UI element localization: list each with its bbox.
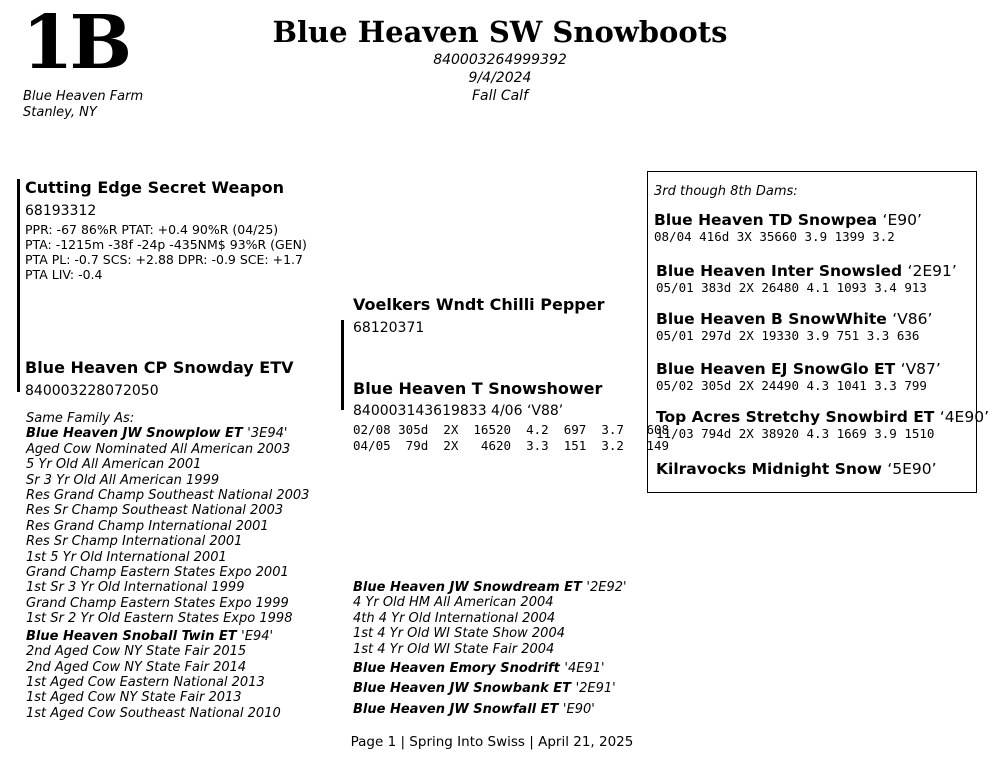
award-line: Grand Champ Eastern States Expo 1999 bbox=[26, 595, 289, 611]
award-line: Res Grand Champ International 2001 bbox=[26, 518, 269, 534]
award-line: 4 Yr Old HM All American 2004 bbox=[353, 595, 554, 611]
family-member-name: Blue Heaven JW Snowplow ET '3E94' bbox=[26, 426, 288, 442]
family-member-score: '2E92' bbox=[586, 580, 627, 595]
ancestral-dam bbox=[656, 460, 937, 478]
award-line: 1st Aged Cow Eastern National 2013 bbox=[26, 674, 265, 690]
ancestral-dam-score: ‘V86’ bbox=[892, 310, 933, 328]
award-line: 1st 4 Yr Old WI State Show 2004 bbox=[353, 626, 565, 642]
ancestral-dam-score: ‘4E90’ bbox=[939, 408, 989, 426]
family-member-score: '2E91' bbox=[575, 681, 616, 697]
award-line: Res Grand Champ Southeast National 2003 bbox=[26, 488, 310, 504]
family-member-score: '3E94' bbox=[247, 426, 288, 442]
ancestral-dam-score: ‘2E91’ bbox=[907, 262, 957, 280]
sire-reg: 68193312 bbox=[25, 203, 97, 219]
maternal-grandsire-name: Voelkers Wndt Chilli Pepper bbox=[353, 295, 605, 314]
family-member-score: '4E91' bbox=[564, 661, 605, 677]
maternal-grandsire-reg: 68120371 bbox=[353, 320, 425, 336]
animal-birth-date: 9/4/2024 bbox=[468, 70, 532, 86]
ancestral-dam-score: ‘E90’ bbox=[882, 211, 922, 229]
award-line: Grand Champ Eastern States Expo 2001 bbox=[26, 565, 289, 581]
animal-class: Fall Calf bbox=[471, 88, 529, 104]
family-member-name: Blue Heaven JW Snowdream ET '2E92' bbox=[353, 580, 627, 595]
ancestral-dam bbox=[654, 211, 922, 244]
family-member-score: 'E94' bbox=[241, 628, 274, 644]
dam-reg: 840003228072050 bbox=[25, 383, 159, 399]
farm-name: Blue Heaven Farm bbox=[23, 89, 144, 104]
lactation-record: 05/01 297d 2X 19330 3.9 751 3.3 636 bbox=[656, 328, 920, 343]
ancestral-dam-score: ‘V87’ bbox=[900, 360, 941, 378]
lactation-record: 05/02 305d 2X 24490 4.3 1041 3.3 799 bbox=[656, 378, 927, 393]
ancestral-dam-name: Kilravocks Midnight Snow ‘5E90’ bbox=[656, 460, 937, 478]
sire-stat-line: PTA PL: -0.7 SCS: +2.88 DPR: -0.9 SCE: +1.7 bbox=[25, 252, 303, 267]
dam-block bbox=[25, 358, 293, 402]
award-line: 1st 4 Yr Old WI State Fair 2004 bbox=[353, 641, 555, 657]
ancestral-dam-name: Blue Heaven B SnowWhite ‘V86’ bbox=[656, 310, 933, 328]
family-member-name: Blue Heaven JW Snowfall ET 'E90' bbox=[353, 701, 595, 717]
award-line: 2nd Aged Cow NY State Fair 2014 bbox=[26, 659, 247, 675]
ancestral-dam-score: ‘5E90’ bbox=[887, 460, 937, 478]
maternal-granddam-name: Blue Heaven T Snowshower bbox=[353, 379, 603, 398]
page-footer: Page 1 | Spring Into Swiss | April 21, 2025 bbox=[350, 734, 634, 750]
breeder-info bbox=[23, 89, 143, 121]
sire-name: Cutting Edge Secret Weapon bbox=[25, 178, 284, 197]
lactation-record: 08/04 416d 3X 35660 3.9 1399 3.2 bbox=[654, 229, 895, 244]
animal-details bbox=[300, 51, 700, 105]
award-line: 1st 5 Yr Old International 2001 bbox=[26, 549, 227, 565]
award-line: 2nd Aged Cow NY State Fair 2015 bbox=[26, 644, 247, 660]
family-member-score: 'E90' bbox=[562, 701, 595, 717]
award-line: 4th 4 Yr Old International 2004 bbox=[353, 610, 556, 626]
maternal-granddam-reg: 840003143619833 4/06 ‘V88’ bbox=[353, 403, 564, 419]
maternal-grandsire-block bbox=[353, 295, 604, 339]
award-line: 1st Sr 2 Yr Old Eastern States Expo 1998 bbox=[26, 611, 293, 627]
ancestral-dam-name: Blue Heaven Inter Snowsled ‘2E91’ bbox=[656, 262, 957, 280]
award-line: Res Sr Champ Southeast National 2003 bbox=[26, 503, 284, 519]
ancestral-dam-name: Blue Heaven EJ SnowGlo ET ‘V87’ bbox=[656, 360, 941, 378]
award-line: 1st Aged Cow NY State Fair 2013 bbox=[26, 690, 242, 706]
sire-stat-line: PPR: -67 86%R PTAT: +0.4 90%R (04/25) bbox=[25, 222, 279, 237]
family-member-name: Blue Heaven Snoball Twin ET 'E94' bbox=[26, 628, 274, 644]
award-line: 5 Yr Old All American 2001 bbox=[26, 457, 202, 473]
family-heading: Same Family As: bbox=[26, 411, 135, 426]
award-line: Sr 3 Yr Old All American 1999 bbox=[26, 472, 220, 488]
sire-stat-line: PTA: -1215m -38f -24p -435NM$ 93%R (GEN) bbox=[25, 237, 307, 252]
sire-stats bbox=[25, 222, 307, 282]
ancestral-dam bbox=[656, 360, 941, 393]
family-member-name: Blue Heaven Emory Snodrift '4E91' bbox=[353, 661, 605, 677]
ancestral-dam-name: Top Acres Stretchy Snowbird ET ‘4E90’ bbox=[656, 408, 989, 426]
animal-name: Blue Heaven SW Snowboots bbox=[272, 15, 728, 49]
ancestral-dam bbox=[656, 408, 989, 441]
lactation-record: 05/01 383d 2X 26480 4.1 1093 3.4 913 bbox=[656, 280, 927, 295]
animal-reg-number: 840003264999392 bbox=[433, 52, 567, 68]
award-line: Res Sr Champ International 2001 bbox=[26, 534, 243, 550]
ancestral-dams-heading: 3rd though 8th Dams: bbox=[654, 184, 798, 199]
farm-location: Stanley, NY bbox=[23, 105, 97, 120]
pedigree-line-left bbox=[17, 179, 20, 392]
maternal-granddam-block bbox=[353, 379, 669, 454]
ancestral-dams-box bbox=[647, 171, 989, 493]
sire-block bbox=[25, 178, 307, 282]
dam-name: Blue Heaven CP Snowday ETV bbox=[25, 358, 294, 377]
lactation-record: 04/05 79d 2X 4620 3.3 151 3.2 149 bbox=[353, 438, 670, 453]
lot-number: 1B bbox=[22, 0, 129, 86]
award-line: 1st Sr 3 Yr Old International 1999 bbox=[26, 580, 245, 596]
award-line: Aged Cow Nominated All American 2003 bbox=[26, 441, 291, 457]
ancestral-dam-name: Blue Heaven TD Snowpea ‘E90’ bbox=[654, 211, 922, 229]
ancestral-dam bbox=[656, 262, 957, 295]
lactation-record: 11/03 794d 2X 38920 4.3 1669 3.9 1510 bbox=[656, 426, 935, 441]
award-line: 1st Aged Cow Southeast National 2010 bbox=[26, 705, 281, 721]
family-member-name: Blue Heaven JW Snowbank ET '2E91' bbox=[353, 681, 616, 697]
family-list bbox=[26, 411, 309, 721]
pedigree-line-middle bbox=[341, 320, 344, 410]
sire-stat-line: PTA LIV: -0.4 bbox=[25, 267, 103, 282]
granddam-family-list bbox=[353, 580, 627, 717]
lactation-record: 02/08 305d 2X 16520 4.2 697 3.7 608 bbox=[353, 422, 670, 437]
ancestral-dam bbox=[656, 310, 932, 343]
